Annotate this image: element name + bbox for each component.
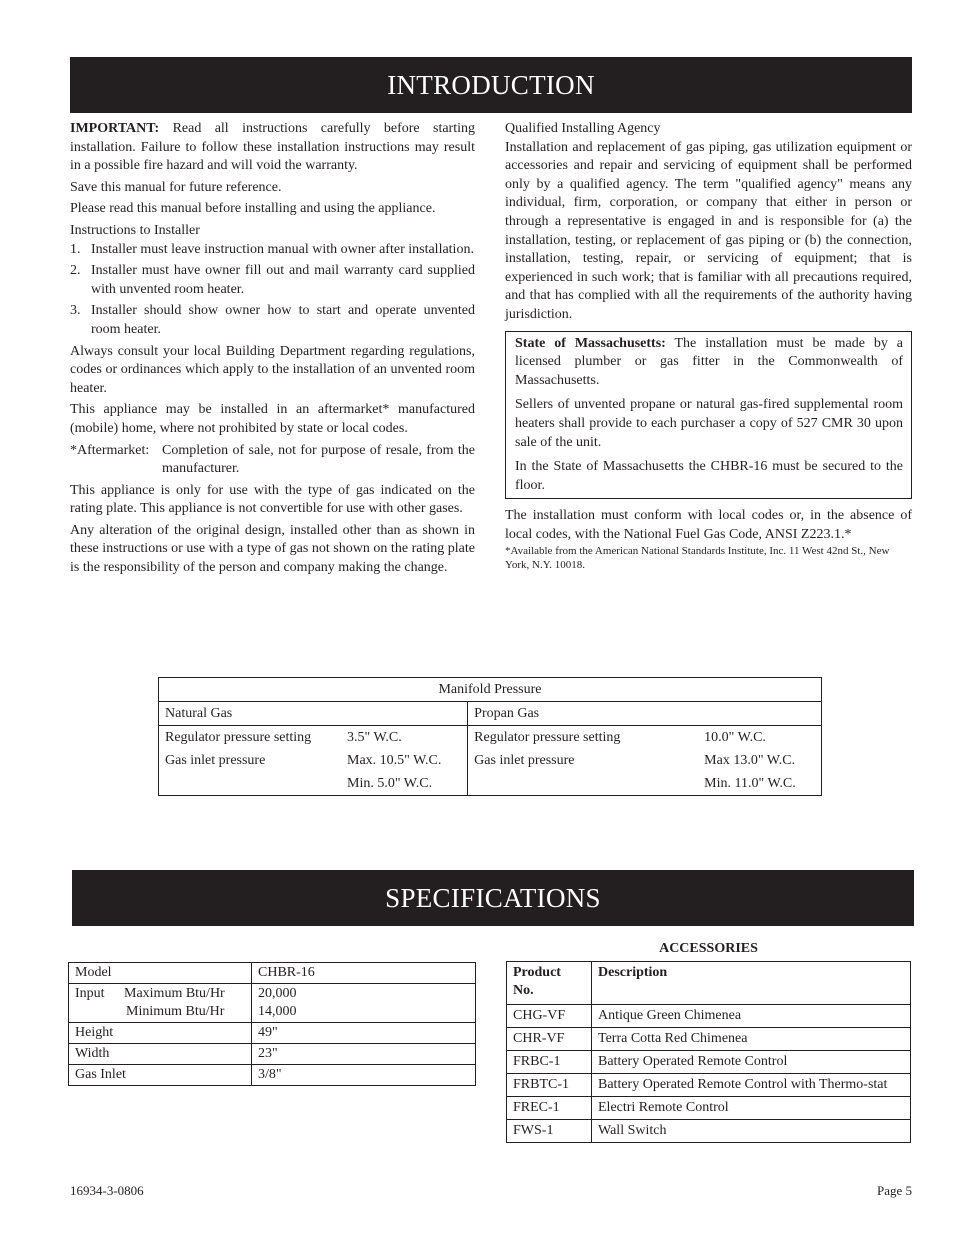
spec-label: Height (69, 1023, 252, 1044)
model-value: CHBR-16 (252, 963, 476, 984)
accessory-row (507, 1051, 911, 1074)
spec-row (69, 1065, 476, 1086)
document-number: 16934-3-0806 (70, 1183, 144, 1198)
ansi-note: *Available from the American National Standards Institute, Inc. 11 West 42nd St., New York, N.Y. 10018. (505, 545, 890, 572)
spec-row (69, 1023, 476, 1044)
instruction-text: Installer must have owner fill out and mail warranty card supplied with unvented room heater. (91, 263, 475, 297)
manifold-pressure-table (158, 677, 822, 796)
accessory-row (507, 1028, 911, 1051)
input-min-value: 14,000 (258, 1004, 297, 1019)
mass-sellers-text: Sellers of unvented propane or natural gas-fired supplemental room heaters shall provide to each purchaser a copy of 527 CMR 30 upon sale of the unit. (515, 397, 903, 450)
description-column-header: Description (592, 962, 911, 1005)
input-min-label: Minimum Btu/Hr (126, 1004, 225, 1019)
propane-inlet-label: Gas inlet pressure (474, 753, 575, 768)
instruction-item (70, 262, 475, 299)
accessory-product: CHR-VF (507, 1028, 592, 1051)
accessory-description: Electri Remote Control (592, 1097, 911, 1120)
specifications-table (68, 962, 476, 1086)
save-manual-text: Save this manual for future reference. (70, 179, 282, 195)
propane-reg-value: 10.0" W.C. (704, 730, 766, 745)
aftermarket-label: *Aftermarket: (70, 442, 150, 458)
natural-inlet-min: Min. 5.0" W.C. (341, 772, 468, 796)
accessories-title: ACCESSORIES (659, 941, 758, 956)
propane-inlet-max: Max 13.0" W.C. (704, 753, 796, 768)
introduction-banner (70, 57, 912, 113)
accessory-description: Antique Green Chimenea (592, 1005, 911, 1028)
mobile-home-text: This appliance may be installed in an aftermarket* manufactured (mobile) home, where not prohibited by state or local codes. (70, 402, 475, 436)
instruction-number: 3. (70, 303, 81, 319)
instructions-list (70, 241, 475, 340)
natural-gas-label: Natural Gas (159, 702, 468, 726)
accessory-product: CHG-VF (507, 1005, 592, 1028)
conform-text: The installation must conform with local codes or, in the absence of local codes, with the National Fuel Gas Code, ANSI Z223.1.* (505, 508, 912, 542)
instruction-number: 1. (70, 241, 81, 257)
natural-reg-label: Regulator pressure setting (165, 730, 312, 745)
instructions-heading: Instructions to Installer (70, 222, 200, 238)
spec-value: 49" (252, 1023, 476, 1044)
input-max-label: Maximum Btu/Hr (124, 986, 225, 1001)
propane-gas-label: Propan Gas (468, 702, 822, 726)
mass-label: State of Massachusetts: (515, 335, 666, 351)
accessory-product: FRBC-1 (507, 1051, 592, 1074)
mass-paragraph (515, 335, 903, 391)
please-read-text: Please read this manual before installing and using the appliance. (70, 201, 436, 217)
intro-right-column (505, 120, 912, 575)
natural-inlet-label: Gas inlet pressure (165, 753, 266, 768)
natural-inlet-max: Max. 10.5" W.C. (341, 749, 468, 772)
mass-secured-text: In the State of Massachusetts the CHBR-16 must be secured to the floor. (515, 459, 903, 493)
input-values (252, 984, 476, 1023)
qualified-text: Installation and replacement of gas piping, gas utilization equipment or accessories and repair and servicing of equipment shall be performed only by a qualified agency. The term "qualified agency" means any individual, firm, corporation, or company that either in person or through a representative is engaged in and is responsible for (a) the installation, testing, or replacement of gas piping or (b) the connection, installation, testing, repair, or servicing of equipment; that is experienced in such work; that is familiar with all precautions required, and that has complied with all the requirements of the authority having jurisdiction. (505, 139, 912, 322)
product-column-header: Product No. (507, 962, 592, 1005)
input-max-value: 20,000 (258, 986, 297, 1001)
manifold-title: Manifold Pressure (159, 678, 822, 702)
intro-left-column (70, 120, 475, 581)
spec-value: 23" (252, 1044, 476, 1065)
input-label: Input (75, 986, 105, 1001)
introduction-title: INTRODUCTION (387, 70, 595, 100)
alteration-text: Any alteration of the original design, installed other than as shown in these instructions or use with a type of gas not shown on the rating plate is the responsibility of the person and company making the change. (70, 522, 475, 576)
propane-inlet-min: Min. 11.0" W.C. (704, 776, 796, 791)
accessory-row (507, 1005, 911, 1028)
accessory-row (507, 1074, 911, 1097)
aftermarket-text: Completion of sale, not for purpose of resale, from the manufacturer. (162, 442, 475, 477)
instruction-number: 2. (70, 263, 81, 279)
aftermarket-note (70, 442, 475, 479)
specifications-banner (72, 870, 914, 926)
instruction-text: Installer should show owner how to start and operate unvented room heater. (91, 303, 475, 337)
accessory-description: Battery Operated Remote Control (592, 1051, 911, 1074)
consult-text: Always consult your local Building Department regarding regulations, codes or ordinances which apply to the installation of an unvented room heater. (70, 343, 475, 396)
accessories-table (506, 961, 911, 1143)
accessory-description: Terra Cotta Red Chimenea (592, 1028, 911, 1051)
propane-reg-label: Regulator pressure setting (474, 730, 621, 745)
accessory-row (507, 1120, 911, 1143)
specifications-title: SPECIFICATIONS (385, 883, 601, 913)
input-cell (69, 984, 252, 1023)
important-label: IMPORTANT: (70, 121, 160, 136)
natural-reg-value: 3.5" W.C. (341, 726, 468, 750)
important-paragraph (70, 120, 475, 176)
mass-text: The installation must be made by a licensed plumber or gas fitter in the Commonwealth of Massachusetts. (515, 335, 903, 388)
spec-label: Width (69, 1044, 252, 1065)
page-number: Page 5 (876, 1183, 912, 1198)
accessory-description: Battery Operated Remote Control with Thermo-stat (592, 1074, 911, 1097)
accessory-product: FREC-1 (507, 1097, 592, 1120)
spec-value: 3/8" (252, 1065, 476, 1086)
accessory-product: FRBTC-1 (507, 1074, 592, 1097)
accessory-product: FWS-1 (507, 1120, 592, 1143)
massachusetts-box (505, 331, 912, 500)
instruction-item (70, 241, 475, 260)
important-text: Read all instructions carefully before starting installation. Failure to follow these installation instructions may result in a possible fire hazard and will void the warranty. (70, 121, 475, 174)
accessory-row (507, 1097, 911, 1120)
spec-row (69, 1044, 476, 1065)
accessory-description: Wall Switch (592, 1120, 911, 1143)
instruction-text: Installer must leave instruction manual with owner after installation. (91, 241, 474, 257)
model-label: Model (69, 963, 252, 984)
qualified-heading: Qualified Installing Agency (505, 121, 661, 136)
instruction-item (70, 302, 475, 339)
spec-label: Gas Inlet (69, 1065, 252, 1086)
gas-type-text: This appliance is only for use with the type of gas indicated on the rating plate. This appliance is not convertible for use with other gases. (70, 482, 475, 517)
